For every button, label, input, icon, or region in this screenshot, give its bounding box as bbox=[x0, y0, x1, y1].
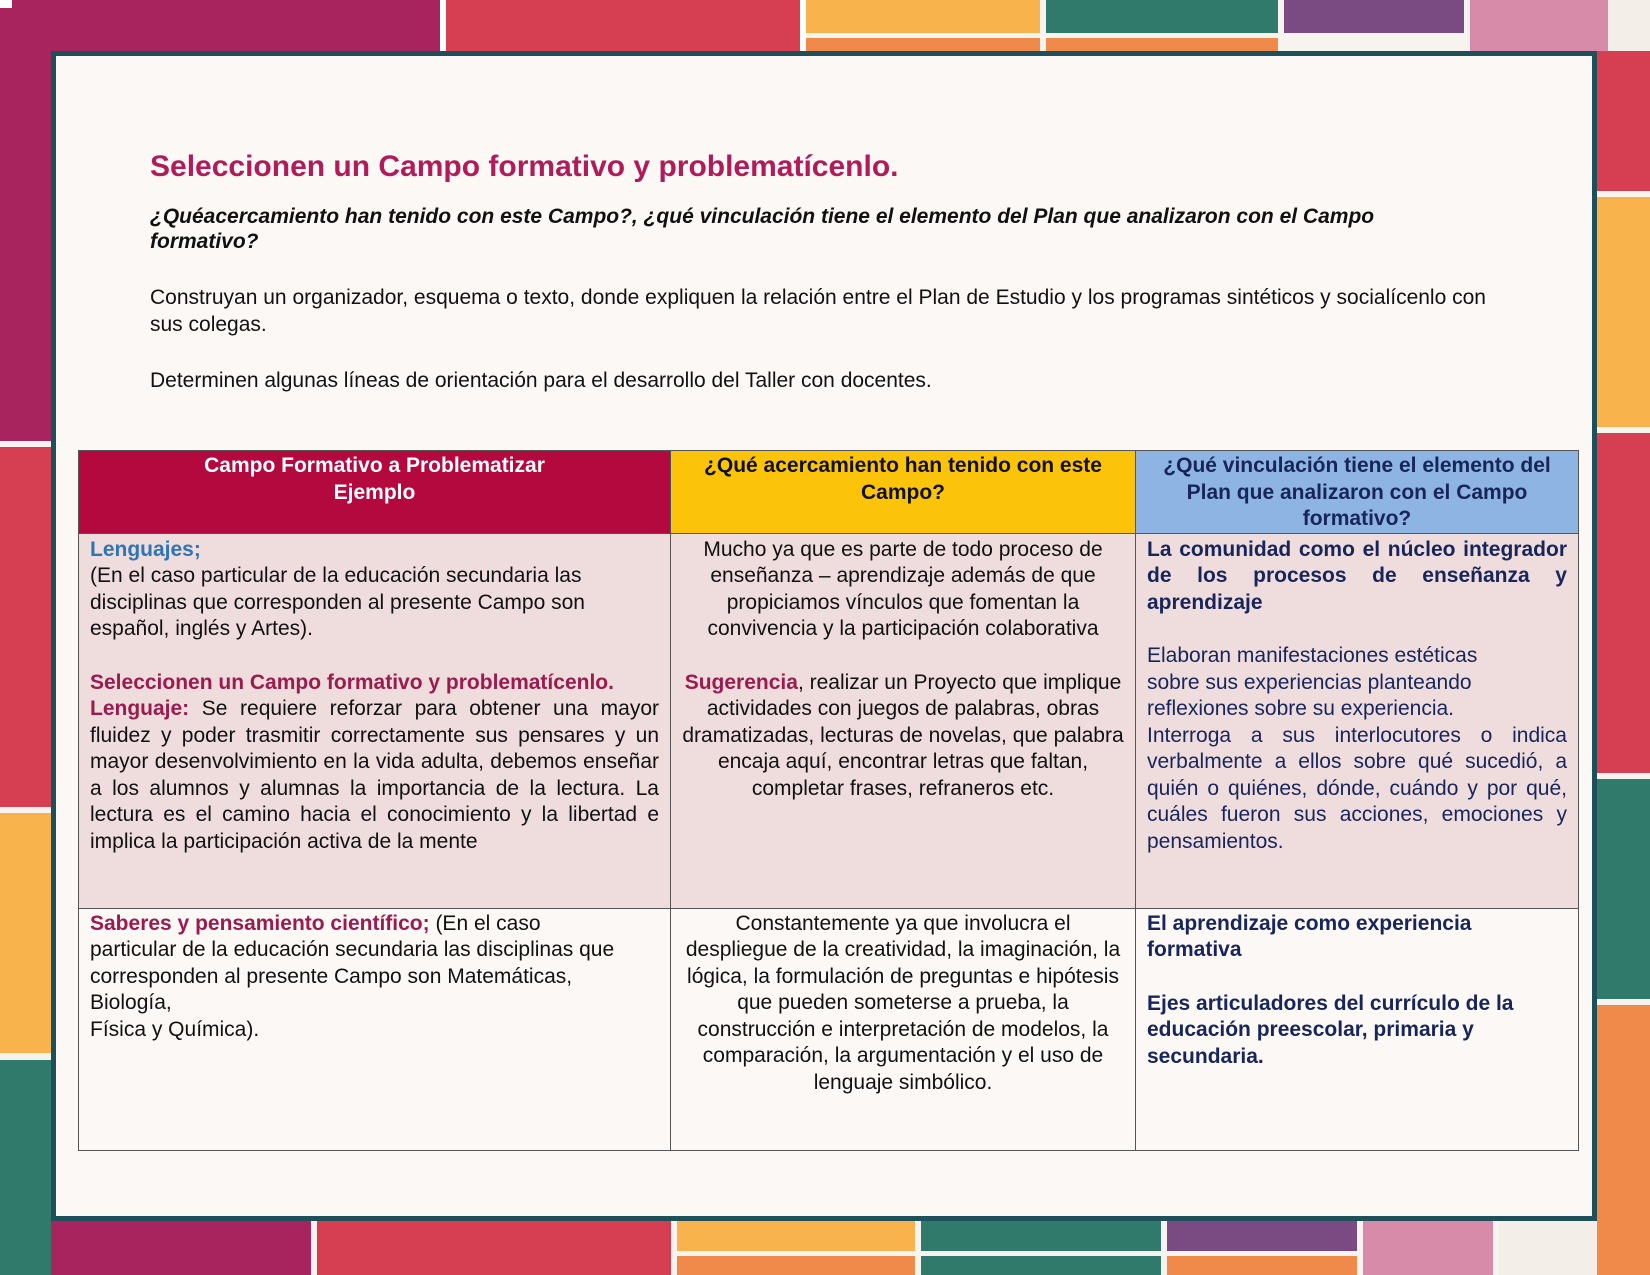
cell-campo-lenguajes bbox=[79, 533, 671, 908]
cell-vinculacion-saberes bbox=[1136, 908, 1579, 1150]
table-row bbox=[79, 533, 1579, 908]
vinculacion-title: La comunidad como el núcleo integrador de los procesos de enseñanza y aprendizaje bbox=[1147, 537, 1567, 614]
header-campo-formativo-title: Campo Formativo a Problematizar bbox=[204, 454, 545, 477]
bg-block bbox=[806, 38, 1040, 51]
campo-saberes-paragraph bbox=[90, 911, 659, 1017]
bg-block bbox=[1046, 0, 1278, 33]
vinculacion-text-1: Elaboran manifestaciones estéticas sobre sus experiencias planteando reflexiones sobre su experiencia. bbox=[1147, 644, 1478, 720]
bg-block bbox=[0, 0, 440, 51]
header-campo-formativo-sub: Ejemplo bbox=[333, 480, 416, 504]
campo-lenguajes-title: Lenguajes; bbox=[90, 537, 201, 561]
spacer bbox=[1147, 964, 1567, 991]
spacer bbox=[682, 643, 1124, 670]
bg-block bbox=[51, 1221, 311, 1275]
bg-block bbox=[0, 1060, 51, 1275]
bg-block bbox=[1363, 1221, 1493, 1275]
bg-block bbox=[1470, 0, 1608, 51]
bg-block bbox=[677, 1221, 915, 1251]
vinculacion-saberes-title-1: El aprendizaje como experiencia formativa bbox=[1147, 911, 1472, 961]
campo-saberes-title: Saberes y pensamiento científico; bbox=[90, 911, 430, 935]
page-title: Seleccionen un Campo formativo y problematícenlo. bbox=[150, 150, 899, 183]
guiding-question: ¿Quéacercamiento han tenido con este Campo?, ¿qué vinculación tiene el elemento del Plan que analizaron con el Campo formativo? bbox=[150, 205, 1375, 253]
acercamiento-saberes-text: Constantemente ya que involucra el despliegue de la creatividad, la imaginación, la lógica, la formulación de preguntas e hipótesis que pueden someterse a prueba, la construcción e interpretación de modelos, la comparación, la argumentación y el uso de lenguaje simbólico. bbox=[685, 911, 1121, 1094]
cell-acercamiento-lenguajes bbox=[671, 533, 1136, 908]
campo-saberes-text-2: Física y Química). bbox=[90, 1017, 260, 1041]
lenguaje-text: Se requiere reforzar para obtener una mayor fluidez y poder trasmitir correctamente sus pensares y un mayor desenvolvimiento en la vida adulta, debemos enseñar a los alumnos y alumnas la importancia de la lectura. La lectura es el camino hacia el conocimiento y la libertad e implica la participación activa de la mente bbox=[90, 697, 659, 853]
campo-formativo-table bbox=[78, 450, 1579, 1151]
lenguaje-label: Lenguaje: bbox=[90, 697, 190, 720]
cell-vinculacion-lenguajes bbox=[1136, 533, 1579, 908]
bg-block bbox=[0, 447, 51, 807]
bg-block bbox=[1597, 197, 1650, 427]
bg-block bbox=[1167, 1256, 1357, 1275]
sugerencia-paragraph bbox=[682, 670, 1124, 803]
vinculacion-saberes-title-2: Ejes articuladores del currículo de la educación preescolar, primaria y secundaria. bbox=[1147, 991, 1514, 1068]
cell-campo-saberes bbox=[79, 908, 671, 1150]
spacer bbox=[90, 643, 659, 670]
header-vinculacion: ¿Qué vinculación tiene el elemento del Plan que analizaron con el Campo formativo? bbox=[1136, 451, 1579, 534]
campo-lenguajes-subtitle: Seleccionen un Campo formativo y problematícenlo. bbox=[90, 670, 614, 694]
instruction-text: Construyan un organizador, esquema o texto, donde expliquen la relación entre el Plan de Estudio y los programas sintéticos y socialícenlo con sus colegas. bbox=[150, 286, 1486, 336]
bg-block bbox=[677, 1256, 915, 1275]
spacer bbox=[1147, 616, 1567, 643]
bg-block bbox=[1597, 779, 1650, 999]
bg-block bbox=[446, 0, 800, 51]
bg-block bbox=[1284, 0, 1464, 33]
bg-block bbox=[1499, 1221, 1597, 1275]
sugerencia-label: Sugerencia bbox=[684, 670, 798, 694]
bg-block bbox=[806, 0, 1040, 33]
vinculacion-text-2: Interroga a sus interlocutores o indica verbalmente a ellos sobre qué sucedió, a quién o quiénes, dónde, cuándo y por qué, cuáles fueron sus acciones, emociones y pensamientos. bbox=[1147, 723, 1567, 853]
sugerencia-text: , realizar un Proyecto que implique actividades con juegos de palabras, obras dramatizadas, lecturas de novelas, que palabra encaja aquí, encontrar letras que faltan, completar frases, refraneros etc. bbox=[682, 670, 1124, 800]
bg-block bbox=[1608, 0, 1650, 51]
document-page bbox=[51, 51, 1597, 1221]
bg-block bbox=[0, 0, 12, 8]
cell-acercamiento-saberes bbox=[671, 908, 1136, 1150]
header-campo-formativo bbox=[79, 451, 671, 534]
campo-saberes-text: (En el caso particular de la educación secundaria las disciplinas que corresponden al presente Campo son Matemáticas, Biología, bbox=[90, 911, 615, 1014]
bg-block bbox=[0, 51, 51, 441]
bg-block bbox=[921, 1221, 1161, 1251]
bg-block bbox=[1597, 51, 1650, 191]
bg-block bbox=[317, 1221, 671, 1275]
bg-block bbox=[0, 813, 51, 1053]
campo-lenguajes-body bbox=[90, 696, 659, 855]
acercamiento-text: Mucho ya que es parte de todo proceso de enseñanza – aprendizaje además de que propiciamos vínculos que fomentan la convivencia y la participación colaborativa bbox=[703, 537, 1103, 640]
bg-block bbox=[921, 1256, 1161, 1275]
table-header-row bbox=[79, 451, 1579, 534]
guidelines-text: Determinen algunas líneas de orientación para el desarrollo del Taller con docentes. bbox=[150, 369, 932, 392]
bg-block bbox=[1597, 433, 1650, 773]
header-acercamiento: ¿Qué acercamiento han tenido con este Campo? bbox=[671, 451, 1136, 534]
bg-block bbox=[1167, 1221, 1357, 1251]
table-row bbox=[79, 908, 1579, 1150]
bg-block bbox=[1597, 1005, 1650, 1275]
campo-lenguajes-text: (En el caso particular de la educación secundaria las disciplinas que corresponden al presente Campo son español, inglés y Artes). bbox=[90, 564, 585, 640]
bg-block bbox=[1046, 38, 1278, 51]
